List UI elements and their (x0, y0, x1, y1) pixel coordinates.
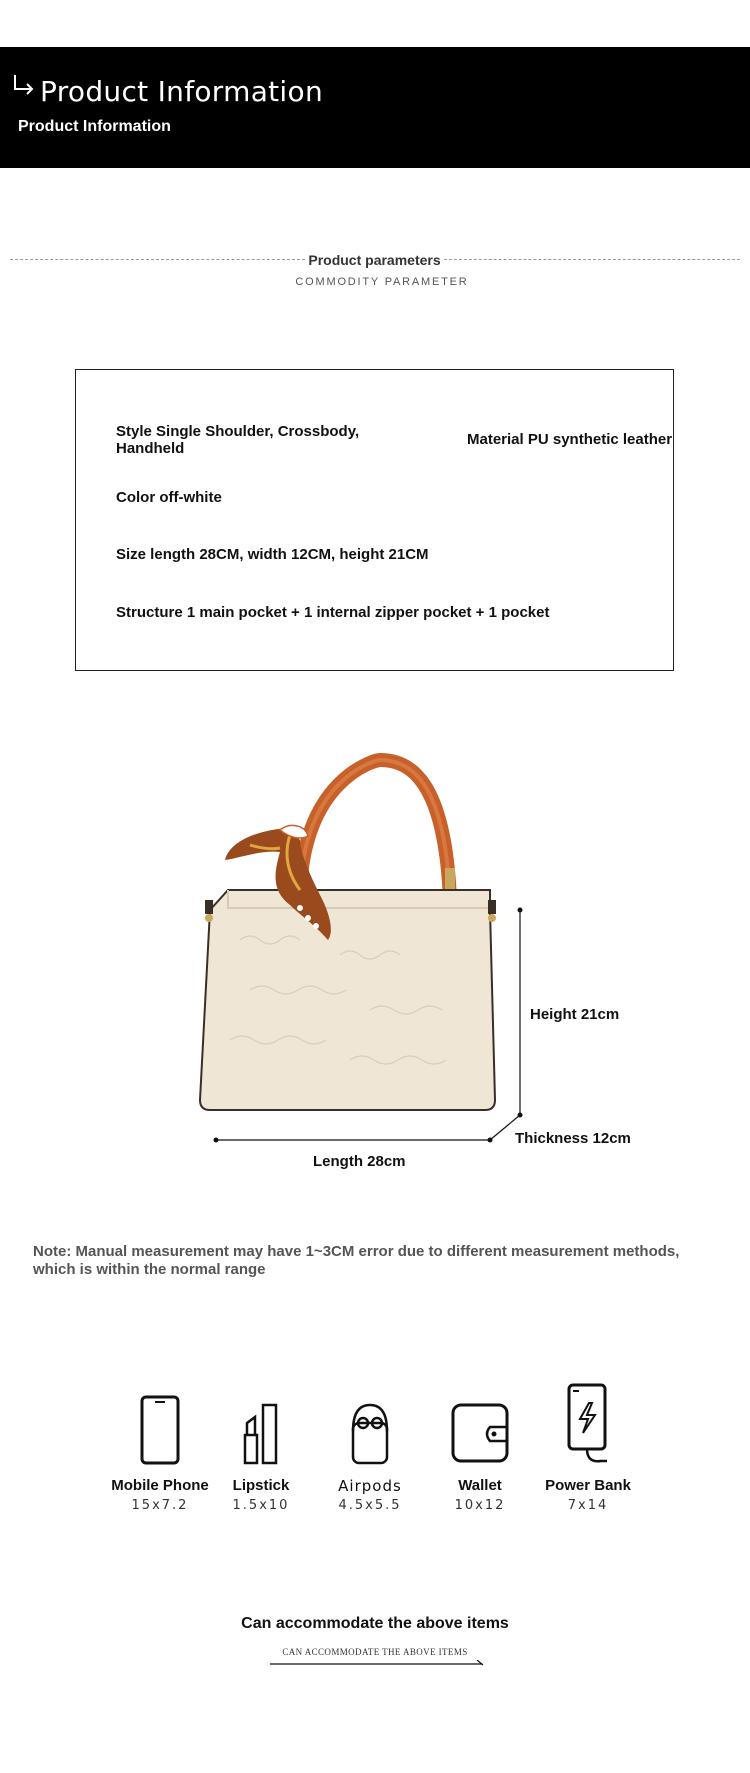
measurement-note: Note: Manual measurement may have 1~3CM error due to different measurement methods, which is within the normal range (33, 1243, 680, 1278)
header-banner (0, 47, 750, 168)
underline-arrow (270, 1660, 486, 1668)
item-name: Airpods (338, 1477, 402, 1495)
wallet-icon (450, 1401, 510, 1465)
item-name: Lipstick (232, 1477, 290, 1494)
section-title: Product parameters (308, 252, 441, 268)
item-name: Wallet (458, 1477, 502, 1494)
spec-color: Color off-white (116, 489, 222, 506)
item-size: 15x7.2 (131, 1498, 189, 1513)
item-name: Power Bank (545, 1477, 631, 1494)
item-mobile-phone (105, 1385, 215, 1514)
handbag-illustration (200, 760, 496, 1110)
dimension-height: Height 21cm (530, 1006, 620, 1023)
divider-right (444, 259, 740, 260)
divider-left (10, 259, 305, 260)
item-size: 1.5x10 (232, 1498, 290, 1513)
spec-material: Material PU synthetic leather (467, 431, 673, 448)
footer-subtitle: CAN ACCOMMODATE THE ABOVE ITEMS (282, 1647, 468, 1657)
airpods-icon (350, 1401, 390, 1465)
product-image (150, 740, 650, 1180)
item-lipstick (206, 1385, 316, 1514)
turn-right-arrow-icon (12, 73, 36, 97)
item-size: 10x12 (454, 1498, 506, 1513)
section-subtitle: COMMODITY PARAMETER (295, 276, 469, 288)
spec-size: Size length 28CM, width 12CM, height 21CM (116, 546, 429, 563)
mobile-phone-icon (140, 1395, 180, 1465)
lipstick-icon (243, 1401, 279, 1465)
item-airpods (315, 1385, 425, 1514)
item-size: 7x14 (567, 1498, 609, 1513)
item-wallet (425, 1385, 535, 1514)
power-bank-icon (565, 1383, 611, 1465)
dimension-thickness: Thickness 12cm (515, 1130, 631, 1147)
spec-style: Style Single Shoulder, Crossbody, Handheld (116, 423, 360, 457)
item-power-bank (533, 1385, 643, 1514)
item-name: Mobile Phone (111, 1477, 209, 1494)
dimension-length: Length 28cm (313, 1153, 406, 1170)
spec-table (75, 369, 674, 671)
banner-subtitle: Product Information (18, 118, 171, 135)
item-size: 4.5x5.5 (338, 1498, 402, 1513)
spec-structure: Structure 1 main pocket + 1 internal zipper pocket + 1 pocket (116, 604, 550, 621)
banner-title: Product Information (40, 75, 323, 108)
footer-title: Can accommodate the above items (241, 1615, 509, 1632)
